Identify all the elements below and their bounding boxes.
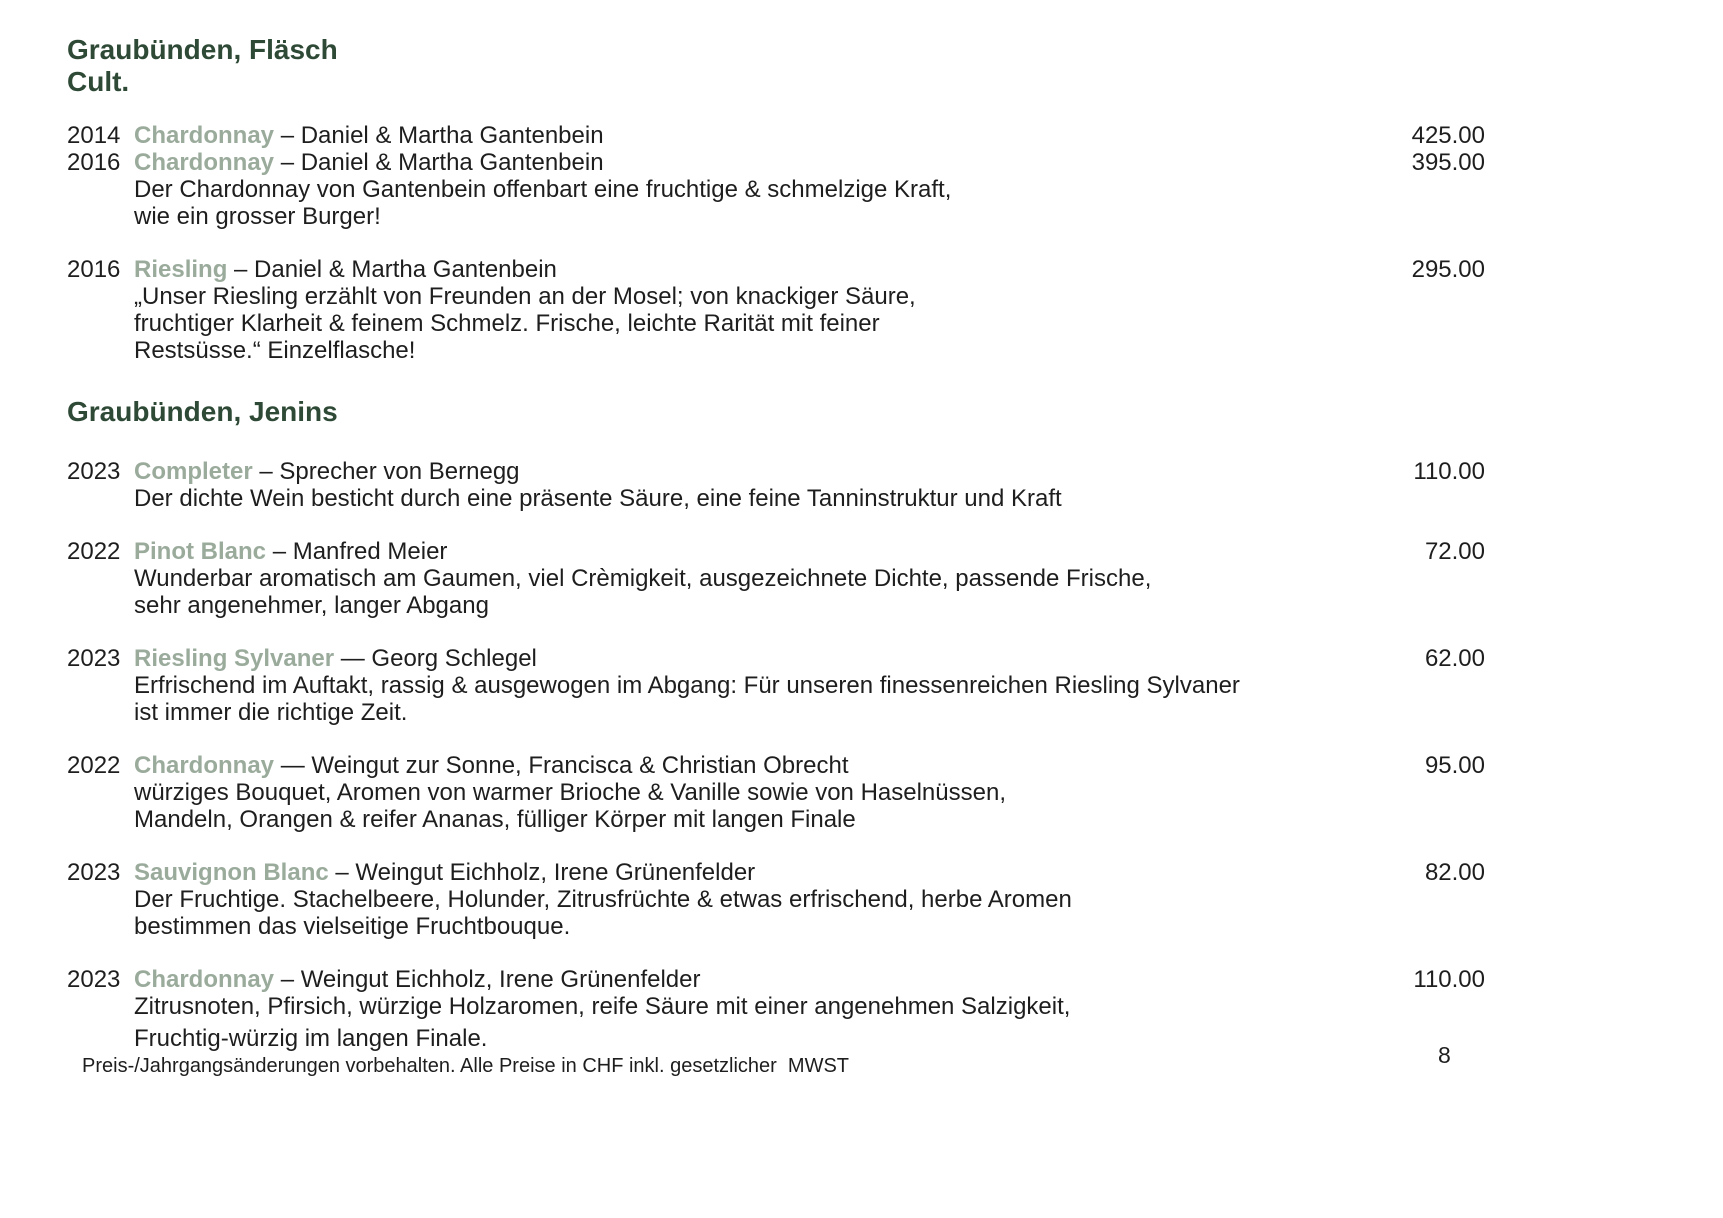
wine-title	[134, 149, 1395, 176]
wine-entry	[67, 538, 1485, 619]
section-heading	[67, 34, 1485, 98]
wine-description-line: Der Fruchtige. Stachelbeere, Holunder, Zitrusfrüchte & etwas erfrischend, herbe Aromen	[134, 886, 1072, 913]
wine-year: 2022	[67, 538, 121, 565]
section-jenins	[67, 396, 1485, 1052]
wine-description-line: wie ein grosser Burger!	[134, 203, 381, 230]
wine-entry	[67, 645, 1485, 726]
wine-producer: – Weingut Eichholz, Irene Grünenfelder	[335, 859, 756, 886]
wine-title	[134, 645, 1395, 672]
wine-name: Chardonnay	[134, 122, 275, 149]
wine-producer: — Weingut zur Sonne, Francisca & Christian Obrecht	[280, 752, 849, 779]
wine-year: 2016	[67, 149, 121, 176]
wine-name: Pinot Blanc	[134, 538, 267, 565]
wine-title	[134, 458, 1395, 485]
wine-description-line: Zitrusnoten, Pfirsich, würzige Holzaromen, reife Säure mit einer angenehmen Salzigkeit,	[134, 993, 1071, 1020]
wine-title	[134, 538, 1395, 565]
wine-price: 72.00	[1424, 538, 1485, 565]
wine-title	[134, 122, 1395, 149]
wine-entry	[67, 458, 1485, 512]
wine-entry	[67, 149, 1485, 230]
wine-price: 425.00	[1411, 122, 1485, 149]
wine-producer: – Daniel & Martha Gantenbein	[234, 256, 557, 283]
wine-price: 395.00	[1411, 149, 1485, 176]
wine-title	[134, 256, 1395, 283]
wine-year: 2014	[67, 122, 121, 149]
wine-row	[67, 859, 1485, 886]
wine-title	[134, 966, 1395, 993]
wine-description-line: würziges Bouquet, Aromen von warmer Brioche & Vanille sowie von Haselnüssen,	[134, 779, 1006, 806]
wine-producer: — Georg Schlegel	[340, 645, 537, 672]
page-number: 8	[1438, 1042, 1451, 1068]
wine-name: Riesling Sylvaner	[134, 645, 335, 672]
price-disclaimer: Preis-/Jahrgangsänderungen vorbehalten. Alle Preise in CHF inkl. gesetzlicher MWST	[82, 1055, 850, 1077]
wine-title	[134, 859, 1395, 886]
section-heading-line: Graubünden, Fläsch	[67, 34, 338, 65]
wine-year: 2023	[67, 458, 121, 485]
wine-row	[67, 538, 1485, 565]
wine-description-line: fruchtiger Klarheit & feinem Schmelz. Frische, leichte Rarität mit feiner	[134, 310, 880, 337]
wine-description-line: bestimmen das vielseitige Fruchtbouque.	[134, 913, 571, 940]
wine-row	[67, 256, 1485, 283]
wine-price: 110.00	[1413, 458, 1485, 485]
wine-description-line: ist immer die richtige Zeit.	[134, 699, 408, 726]
wine-year: 2023	[67, 966, 121, 993]
wine-entry	[67, 256, 1485, 364]
wine-description-line: sehr angenehmer, langer Abgang	[134, 592, 489, 619]
wine-producer: – Daniel & Martha Gantenbein	[280, 149, 604, 176]
wine-entry	[67, 966, 1485, 1052]
wine-year: 2023	[67, 859, 121, 886]
wine-producer: – Sprecher von Bernegg	[259, 458, 520, 485]
wine-list-page	[67, 34, 1485, 1052]
wine-row	[67, 752, 1485, 779]
wine-row	[67, 458, 1485, 485]
wine-producer: – Daniel & Martha Gantenbein	[280, 122, 604, 149]
wine-title	[134, 752, 1395, 779]
wine-description-line: Fruchtig-würzig im langen Finale.	[134, 1025, 488, 1052]
wine-name: Chardonnay	[134, 966, 275, 993]
wine-producer: – Weingut Eichholz, Irene Grünenfelder	[280, 966, 701, 993]
wine-name: Chardonnay	[134, 752, 275, 779]
wine-producer: – Manfred Meier	[272, 538, 448, 565]
wine-row	[67, 149, 1485, 176]
wine-description-line: Der Chardonnay von Gantenbein offenbart eine fruchtige & schmelzige Kraft,	[134, 176, 952, 203]
wine-name: Completer	[134, 458, 253, 485]
wine-description-line: Restsüsse.“ Einzelflasche!	[134, 337, 416, 364]
wine-row	[67, 122, 1485, 149]
wine-year: 2016	[67, 256, 121, 283]
wine-description-line: Wunderbar aromatisch am Gaumen, viel Crèmigkeit, ausgezeichnete Dichte, passende Frische,	[134, 565, 1152, 592]
wine-price: 95.00	[1424, 752, 1485, 779]
wine-description-line: Erfrischend im Auftakt, rassig & ausgewogen im Abgang: Für unseren finessenreichen Riesling Sylvaner	[134, 672, 1240, 699]
wine-row	[67, 645, 1485, 672]
section-heading-subline: Cult.	[67, 66, 130, 97]
wine-price: 82.00	[1424, 859, 1485, 886]
wine-year: 2022	[67, 752, 121, 779]
wine-price: 62.00	[1424, 645, 1485, 672]
section-flasch	[67, 34, 1485, 364]
wine-price: 295.00	[1411, 256, 1485, 283]
wine-description-line: „Unser Riesling erzählt von Freunden an der Mosel; von knackiger Säure,	[134, 283, 916, 310]
wine-price: 110.00	[1413, 966, 1485, 993]
wine-name: Sauvignon Blanc	[134, 859, 329, 886]
wine-row	[67, 966, 1485, 993]
section-heading	[67, 396, 1485, 428]
wine-year: 2023	[67, 645, 121, 672]
wine-name: Chardonnay	[134, 149, 275, 176]
wine-entry	[67, 752, 1485, 833]
wine-description-line: Mandeln, Orangen & reifer Ananas, fülliger Körper mit langen Finale	[134, 806, 856, 833]
wine-description-line: Der dichte Wein besticht durch eine präsente Säure, eine feine Tanninstruktur und Kraft	[134, 485, 1062, 512]
wine-entry	[67, 859, 1485, 940]
section-heading-line: Graubünden, Jenins	[67, 396, 338, 427]
wine-entry	[67, 122, 1485, 149]
wine-name: Riesling	[134, 256, 228, 283]
